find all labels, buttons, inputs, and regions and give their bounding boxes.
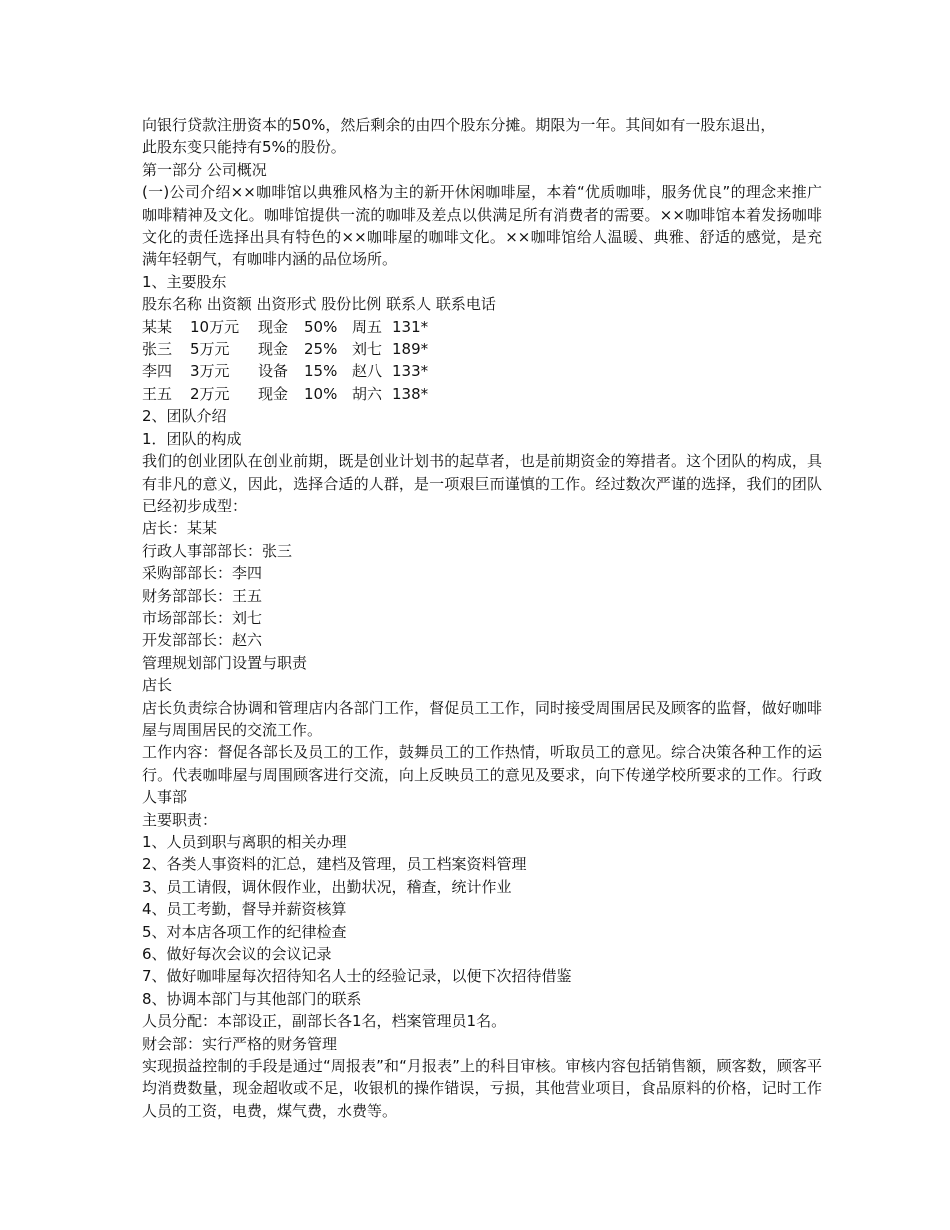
shareholder-form: 设备: [258, 362, 289, 381]
staffing-line: 人员分配：本部设正，副部长各1名，档案管理员1名。: [142, 1012, 507, 1031]
duties-title: 主要职责：: [142, 810, 218, 829]
shareholder-contact: 赵八: [352, 362, 383, 381]
shareholder-contact: 刘七: [352, 340, 383, 359]
manager-paragraph: 店长负责综合协调和管理店内各部门工作，督促员工工作，同时接受周围居民及顾客的监督，做好咖啡屋与周围居民的交流工作。: [142, 698, 822, 739]
duty-item: 7、做好咖啡屋每次招待知名人士的经验记录，以便下次招待借鉴: [142, 967, 572, 986]
shareholder-name: 王五: [142, 384, 173, 403]
shareholder-form: 现金: [258, 340, 289, 359]
duty-item: 1、人员到职与离职的相关办理: [142, 833, 347, 851]
shareholder-row: [142, 383, 822, 405]
document-page: [142, 114, 822, 1122]
finance-paragraph: 实现损益控制的手段是通过“周报表”和“月报表”上的科目审核。审核内容包括销售额，顾客数，顾客平均消费数量，现金超收或不足，收银机的操作错误，亏损，其他营业项目，食品原料的价格，记时工作人员的工资，电费，煤气费，水费等。: [142, 1057, 822, 1120]
shareholder-ratio: 10%: [304, 384, 338, 403]
shareholder-name: 张三: [142, 340, 173, 359]
shareholder-row: [142, 316, 822, 338]
team-member: 行政人事部部长：张三: [142, 541, 293, 560]
company-intro-paragraph: (一)公司介绍××咖啡馆以典雅风格为主的新开休闲咖啡屋，本着“优质咖啡，服务优良”的理念来推广咖啡精神及文化。咖啡馆提供一流的咖啡及差点以供满足所有消费者的需要。××咖啡馆本着发扬咖啡文化的责任选择出具有特色的××咖啡屋的咖啡文化。××咖啡馆给人温暖、典雅、舒适的感觉，是充满年轻朝气，有咖啡内涵的品位场所。: [142, 183, 822, 269]
shareholder-phone: 189*: [392, 340, 429, 359]
team-member: 市场部部长：刘七: [142, 608, 263, 627]
duty-item: 5、对本店各项工作的纪律检查: [142, 922, 347, 941]
shareholder-row: [142, 360, 822, 382]
team-member: 采购部部长：李四: [142, 564, 263, 583]
shareholder-amount: 2万元: [190, 384, 230, 403]
part-heading: 第一部分 公司概况: [142, 160, 267, 179]
team-heading: 2、团队介绍: [142, 407, 227, 426]
team-paragraph: 我们的创业团队在创业前期，既是创业计划书的起草者，也是前期资金的筹措者。这个团队的构成，具有非凡的意义，因此，选择合适的人群，是一项艰巨而谨慎的工作。经过数次严谨的选择，我们的团队已经初步成型：: [142, 452, 822, 515]
team-member: 开发部部长：赵六: [142, 631, 263, 650]
intro-line-2: 此股东变只能持有5%的股份。: [142, 138, 346, 157]
shareholder-form: 现金: [258, 384, 289, 403]
duty-item: 2、各类人事资料的汇总，建档及管理，员工档案资料管理: [142, 855, 527, 874]
shareholder-form: 现金: [258, 317, 289, 336]
work-content-paragraph: 工作内容：督促各部长及员工的工作，鼓舞员工的工作热情，听取员工的意见。综合决策各种工作的运行。代表咖啡屋与周围顾客进行交流，向上反映员工的意见及要求，向下传递学校所要求的工作。行政人事部: [142, 743, 822, 807]
duty-item: 3、员工请假，调休假作业，出勤状况，稽查，统计作业: [142, 877, 512, 896]
team-member: 店长：某某: [142, 519, 218, 538]
duty-item: 4、员工考勤，督导并薪资核算: [142, 900, 347, 919]
shareholder-row: [142, 338, 822, 360]
shareholder-phone: 133*: [392, 362, 429, 381]
shareholder-amount: 3万元: [190, 362, 230, 381]
shareholder-name: 李四: [142, 362, 173, 381]
shareholder-ratio: 15%: [304, 362, 338, 381]
shareholder-contact: 胡六: [352, 384, 383, 403]
team-subheading: 1．团队的构成: [142, 429, 242, 448]
shareholder-phone: 131*: [392, 317, 429, 336]
shareholder-contact: 周五: [352, 317, 383, 336]
duty-item: 6、做好每次会议的会议记录: [142, 945, 332, 964]
intro-line-1: 向银行贷款注册资本的50%，然后剩余的由四个股东分摊。期限为一年。其间如有一股东退出，: [142, 116, 776, 134]
shareholder-ratio: 25%: [304, 340, 338, 359]
shareholders-heading: 1、主要股东: [142, 272, 227, 291]
finance-title: 财会部：实行严格的财务管理: [142, 1034, 338, 1053]
team-member: 财务部部长：王五: [142, 586, 263, 605]
shareholder-name: 某某: [142, 317, 173, 336]
management-heading: 管理规划部门设置与职责: [142, 653, 308, 672]
shareholder-amount: 5万元: [190, 340, 230, 359]
manager-title: 店长: [142, 676, 173, 695]
shareholders-table-header: 股东名称 出资额 出资形式 股份比例 联系人 联系电话: [142, 295, 496, 314]
shareholder-amount: 10万元: [190, 317, 240, 336]
shareholder-phone: 138*: [392, 384, 429, 403]
duty-item: 8、协调本部门与其他部门的联系: [142, 989, 362, 1008]
shareholder-ratio: 50%: [304, 317, 338, 336]
